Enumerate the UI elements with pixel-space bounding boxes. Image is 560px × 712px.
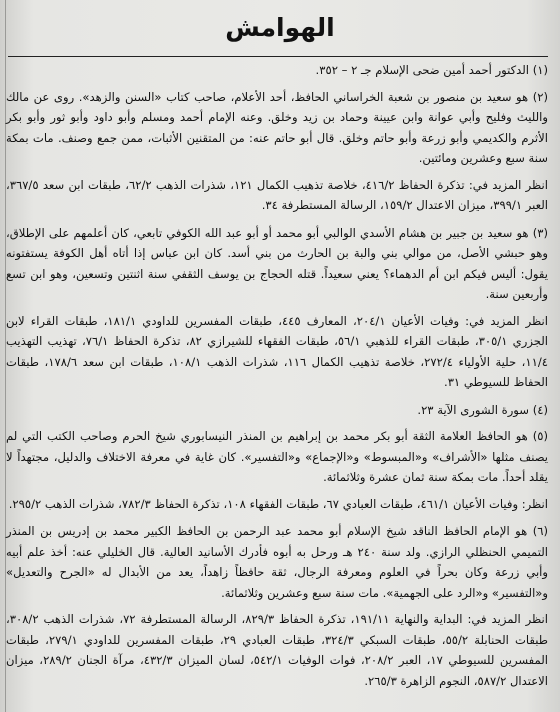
footnote-5: (٥) هو الحافظ العلامة الثقة أبو بكر محمد بن إبراهيم بن المنذر النيسابوري شيخ الحرم وصاحب الكتب التي لم يصنف مثلها «الأشراف» و«المبسوط» و«الإجماع» و«التفسير». كان غاية في معرفة الاختلاف والدليل، مجتهداً لا يقلد أحداً. مات بمكة سنة ثمان عشرة وثلاثمائة. <box>6 429 548 484</box>
footnote-6-references: انظر المزيد في: البداية والنهاية ١٩١/١١، تذكرة الحفاظ ٨٢٩/٣، الرسالة المستطرفة ٧٢، شذرات الذهب ٣٠٨/٢، طبقات الحنابلة ٥٥/٢، طبقات السبكي ٣٢٤/٣، طبقات العبادي ٢٩، طبقات المفسرين للداودي ٢٧٩/١، طبقات المفسرين للسيوطي ١٧، العبر ٢٠٨/٢، فوات الوفيات ٥٤٢/١، لسان الميزان ٤٣٢/٣، مرآة الجنان ٢٨٩/٢، ميزان الاعتدال ٥٨٧/٢، النجوم الزاهرة ٢٦٥/٣. <box>6 612 549 688</box>
footnote-2-references: انظر المزيد في: تذكرة الحفاظ ٤١٦/٢، خلاصة تذهيب الكمال ١٢١، شذرات الذهب ٦٢/٢، طبقات ابن سعد ٣٦٧/٥، العبر ٣٩٩/١، ميزان الاعتدال ١٥٩/٢، الرسالة المستطرفة ٣٤. <box>6 177 549 212</box>
header <box>0 8 560 52</box>
title-divider <box>8 56 548 57</box>
footnote-5-references: انظر: وفيات الأعيان ٤٦١/١، طبقات العبادي ٦٧، طبقات الفقهاء ١٠٨، تذكرة الحفاظ ٧٨٢/٣، شذرات الذهب ٢٩٥/٢. <box>8 496 548 511</box>
footnote-1: (١) الدكتور أحمد أمين ضحى الإسلام جـ ٢ – ٣٥٢. <box>315 63 548 77</box>
footnote-4: (٤) سورة الشورى الآية ٢٣. <box>417 402 548 417</box>
footnote-2: (٢) هو سعيد بن منصور بن شعبة الخراساني الحافظ، أحد الأعلام، صاحب كتاب «السنن والزهد». روى عن مالك والليث وفليح وأبي عوانة وابن عيينة وحماد بن زيد وخلق. وعنه الإمام أحمد ومسلم وأبو داود وأبو ثور وأبو بكر الأثرم والكديمي وأبو زرعة وأبو حاتم وخلق. قال أبو حاتم عنه: من المتقنين الأثبات، ممن جمع وصنف. مات بمكة سنة سبع وعشرين ومائتين. <box>6 89 548 165</box>
footnote-6: (٦) هو الإمام الحافظ الناقد شيخ الإسلام أبو محمد عبد الرحمن بن الحافظ الكبير محمد بن إدريس بن المنذر التميمي الحنظلي الرازي. ولد سنة ٢٤٠ هـ ورحل به أبوه فأدرك الأسانيد العالية. قال الخليلي عنه: أخذ علم أبيه وأبي زرعة وكان بحراً في العلوم ومعرفة الرجال، ثقة حافظاً زاهداً، يعد من الأبدال له «الجرح والتعديل» و«التفسير» و«الرد على الجهمية». مات سنة سبع وعشرين وثلاثمائة. <box>6 524 548 600</box>
footnote-3: (٣) هو سعيد بن جبير بن هشام الأسدي الوالبي أبو محمد أو أبو عبد الله الكوفي تابعي، كان أعلمهم على الإطلاق، وهو حبشي الأصل، من موالي بني والبة بن الحارث من بني أسد. كان ابن عباس إذا أتاه أهل الكوفة يستفتونه يقول: أليس فيكم ابن أم الدهماء؟ يعني سعيداً. قتله الحجاج بن يوسف الثقفي سنة اثنتين وتسعين، وهو ابن تسع وأربعين سنة. <box>6 225 548 301</box>
footnotes-body <box>6 60 548 698</box>
footnote-3-references: انظر المزيد في: وفيات الأعيان ٢٠٤/١، المعارف ٤٤٥، طبقات المفسرين للداودي ١٨١/١، طبقات القراء لابن الجزري ٣٠٥/١، طبقات القراء للذهبي ٥٦/١، طبقات الفقهاء للشيرازي ٨٢، تذكرة الحفاظ ٧٦/١، تهذيب التهذيب ١١/٤، حلية الأولياء ٢٧٢/٤، خلاصة تذهيب الكمال ١١٦، شذرات الذهب ١٠٨/١، طبقات ابن سعد ١٧٨/٦، طبقات الحفاظ للسيوطي ٣١. <box>6 313 548 389</box>
page-title: الهوامش <box>225 13 335 42</box>
